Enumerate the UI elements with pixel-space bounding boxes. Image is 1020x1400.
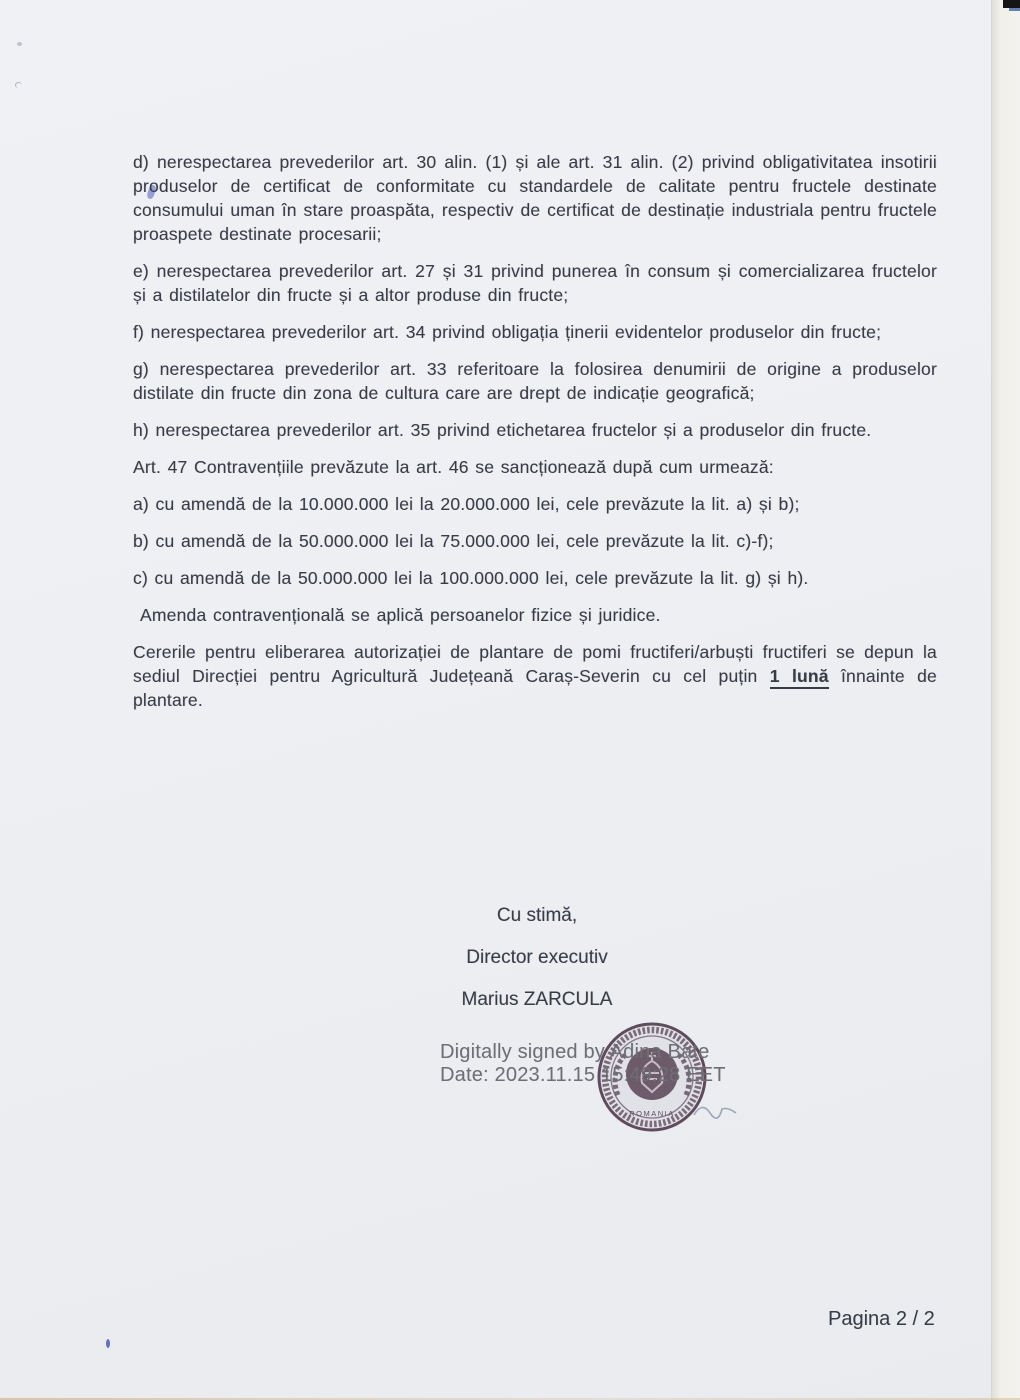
- closing-block: [77, 904, 997, 1030]
- closing-role: Director executiv: [466, 947, 608, 968]
- cererile-highlight-1-luna: 1 lună: [770, 666, 829, 689]
- stamp-country-label: ROMANIA: [629, 1109, 675, 1118]
- paragraph-h: h) nerespectarea prevederilor art. 35 privind etichetarea fructelor și a produselor din fructe.: [133, 420, 872, 440]
- scan-corner-artifact-blue: [1009, 8, 1020, 11]
- cererile-text-start: Cererile pentru eliberarea autorizației de plantare de pomi fructiferi/arbuști fructiferi se depun la sediul Direcției pentru Agricultură Județeană Caraș-Severin cu cel puțin: [133, 642, 937, 686]
- handwritten-mark: [692, 1099, 740, 1123]
- paragraph-f: f) nerespectarea prevederilor art. 34 privind obligația ținerii evidentelor produselor din fructe;: [133, 322, 882, 342]
- paper-right-edge: [991, 0, 1020, 1400]
- paragraph-fine-b: b) cu amendă de la 50.000.000 lei la 75.000.000 lei, cele prevăzute la lit. c)-f);: [133, 531, 774, 551]
- page-number: Pagina 2 / 2: [828, 1308, 935, 1330]
- cererile-text-end: înnainte de plantare.: [133, 666, 937, 710]
- document-body: [133, 150, 937, 725]
- paper-speck: [15, 82, 22, 88]
- closing-salutation: Cu stimă,: [496, 905, 578, 926]
- paragraph-fine-c: c) cu amendă de la 50.000.000 lei la 100.000.000 lei, cele prevăzute la lit. g) și h).: [133, 568, 809, 588]
- digital-signature-block: [440, 1041, 726, 1087]
- closing-name: Marius ZARCULA: [461, 989, 613, 1010]
- paragraph-art47: Art. 47 Contravențiile prevăzute la art. 46 se sancționează după cum urmează:: [133, 457, 774, 477]
- scan-corner-artifact: [1003, 0, 1020, 8]
- paragraph-e: e) nerespectarea prevederilor art. 27 și 31 privind punerea în consum și comercializarea fructelor și a distilatelor din fructe și a altor produse din fructe;: [133, 261, 937, 305]
- paper-speck: [17, 42, 22, 46]
- signature-signed-by: Digitally signed by Adina Bate: [440, 1041, 710, 1063]
- signature-date: Date: 2023.11.15 15:49:28 EET: [440, 1064, 726, 1086]
- ink-speck: [106, 1339, 110, 1348]
- paragraph-fine-a: a) cu amendă de la 10.000.000 lei la 20.000.000 lei, cele prevăzute la lit. a) și b);: [133, 494, 800, 514]
- paragraph-g: g) nerespectarea prevederilor art. 33 referitoare la folosirea denumirii de origine a produselor distilate din fructe din zona de cultura care are drept de indicație geografică;: [133, 359, 937, 403]
- paragraph-cererile: [133, 640, 937, 712]
- paragraph-amenda: Amenda contravențională se aplică persoanelor fizice și juridice.: [140, 605, 661, 625]
- paragraph-d: d) nerespectarea prevederilor art. 30 alin. (1) și ale art. 31 alin. (2) privind obligativitatea insotirii produselor de certificat de conformitate cu standardele de calitate pentru fructele destinate consumului uman în stare proaspăta, respectiv de certificat de destinație industriala pentru fructele proaspete destinate procesarii;: [133, 152, 937, 244]
